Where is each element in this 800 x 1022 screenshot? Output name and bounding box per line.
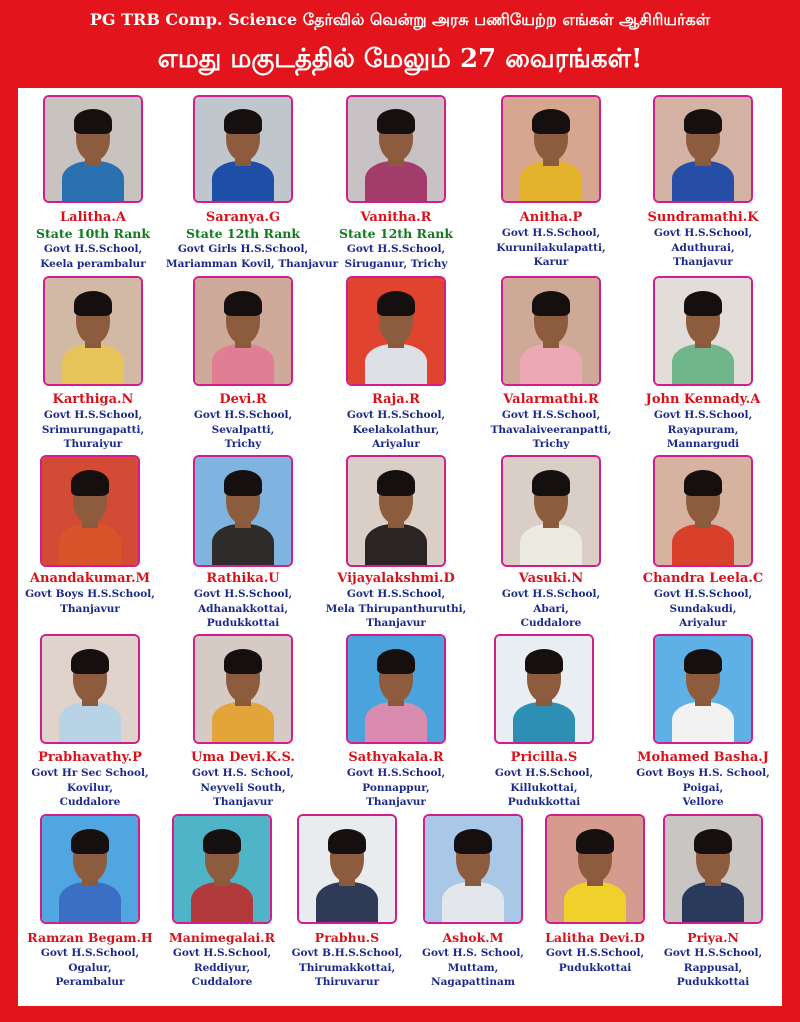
address-line: Killukottai, [510, 781, 578, 794]
address-line: Ariyalur [372, 438, 420, 450]
address-line: Govt H.S. School, [422, 947, 524, 959]
address-line: Poigai, [682, 781, 724, 794]
address-line: Pudukkottai [676, 976, 750, 988]
address-line: Govt Boys H.S. School, [636, 767, 770, 779]
teacher-name: Devi.R [219, 392, 267, 407]
address-line: Govt H.S.School, [346, 588, 446, 600]
address-line: Govt H.S.School, [501, 227, 601, 239]
address-line: Neyveli South, [200, 781, 286, 794]
address-line: Govt H.S.School, [172, 947, 272, 959]
address-line: Govt Girls H.S.School, [177, 243, 309, 255]
address-line: Trichy [224, 438, 262, 450]
address-line: Govt H.S.School, [346, 243, 446, 255]
teacher-name: Prabhavathy.P [38, 750, 142, 765]
teacher-name: Lalitha Devi.D [545, 930, 645, 945]
teacher-rank: State 12th Rank [338, 226, 454, 241]
address-line: Karur [533, 256, 569, 268]
address-line: Reddiyur, [193, 961, 251, 974]
poster-header [0, 0, 800, 88]
address-line: Cuddalore [191, 976, 253, 988]
teacher-name: Rathika.U [206, 571, 280, 586]
header-line-1: PG TRB Comp. Science தேர்வில் வென்று அரசு பணியேற்ற எங்கள் ஆசிரியர்கள் [89, 10, 711, 29]
address-line: Govt H.S.School, [501, 409, 601, 421]
address-line: Govt H.S.School, [663, 947, 763, 959]
teacher-name: Sundramathi.K [647, 210, 759, 225]
address-line: Muttam, [447, 961, 499, 974]
address-line: Govt H.S. School, [192, 767, 294, 779]
address-line: Govt Boys H.S.School, [25, 588, 155, 600]
address-line: Govt H.S.School, [346, 409, 446, 421]
address-line: Thanjavur [673, 256, 733, 268]
address-line: Thanjavur [366, 617, 426, 629]
header-line-2: எமது மகுடத்தில் மேலும் 27 வைரங்கள்! [157, 44, 643, 74]
address-line: Pudukkottai [558, 961, 632, 974]
address-line: Kurunilakulapatti, [496, 241, 606, 254]
address-line: Thirumakkottai, [298, 961, 396, 974]
teacher-name: Sathyakala.R [348, 750, 444, 765]
teacher-name: Vanitha.R [360, 210, 432, 225]
teacher-panel [18, 88, 782, 1006]
teacher-name: Karthiga.N [52, 392, 134, 407]
address-line: Nagapattinam [431, 976, 515, 988]
address-line: Cuddalore [520, 617, 582, 629]
address-line: Sevalpatti, [211, 423, 275, 436]
address-line: Keela perambalur [40, 257, 146, 270]
address-line: Govt H.S.School, [193, 409, 293, 421]
teacher-name: Prabhu.S [314, 930, 380, 945]
address-line: Govt H.S.School, [653, 227, 753, 239]
address-line: Govt H.S.School, [545, 947, 645, 959]
address-line: Mannargudi [666, 438, 740, 450]
address-line: Govt H.S.School, [653, 588, 753, 600]
address-line: Rappusal, [683, 961, 743, 974]
teacher-name: Ashok.M [442, 930, 504, 945]
teacher-name: Saranya.G [205, 210, 281, 225]
teacher-rank: State 10th Rank [35, 226, 151, 241]
address-line: Thavalaiveeranpatti, [490, 423, 612, 436]
address-line: Mela Thirupanthuruthi, [325, 602, 467, 615]
address-line: Perambalur [55, 976, 125, 988]
address-line: Keelakolathur, [352, 423, 440, 436]
address-line: Govt H.S.School, [501, 588, 601, 600]
teacher-name: Anandakumar.M [29, 571, 151, 586]
address-line: Aduthurai, [671, 241, 735, 254]
address-line: Abari, [533, 602, 569, 615]
address-line: Vellore [682, 796, 724, 808]
address-line: Thuraiyur [63, 438, 123, 450]
address-line: Govt H.S.School, [653, 409, 753, 421]
address-line: Govt Hr Sec School, [31, 767, 149, 779]
address-line: Mariamman Kovil, Thanjavur [166, 257, 339, 270]
address-line: Ponnappur, [362, 781, 430, 794]
address-line: Govt H.S.School, [43, 409, 143, 421]
teacher-name: Priya.N [687, 930, 739, 945]
address-line: Thanjavur [60, 602, 120, 615]
address-line: Govt H.S.School, [346, 767, 446, 779]
teacher-name: Chandra Leela.C [642, 571, 764, 586]
address-line: Ogalur, [68, 961, 112, 974]
address-line: Ariyalur [679, 617, 727, 629]
address-line: Govt H.S.School, [193, 588, 293, 600]
address-line: Trichy [532, 438, 570, 450]
address-line: Sundakudi, [669, 602, 737, 615]
teacher-rank: State 12th Rank [185, 226, 301, 241]
address-line: Cuddalore [59, 796, 121, 808]
address-line: Pudukkottai [206, 617, 280, 629]
address-line: Thiruvarur [314, 976, 380, 988]
address-line: Pudukkottai [507, 796, 581, 808]
teacher-name: Anitha.P [519, 210, 583, 225]
address-line: Srimurungapatti, [41, 423, 145, 436]
address-line: Kovilur, [66, 781, 114, 794]
address-line: Govt H.S.School, [40, 947, 140, 959]
address-line: Govt H.S.School, [43, 243, 143, 255]
address-line: Rayapuram, [667, 423, 739, 436]
teacher-name: Lalitha.A [60, 210, 126, 225]
teacher-name: Manimegalai.R [168, 930, 276, 945]
teacher-name: Raja.R [372, 392, 420, 407]
teacher-name: Uma Devi.K.S. [191, 750, 295, 765]
address-line: Siruganur, Trichy [344, 257, 448, 270]
teacher-name: Mohamed Basha.J [637, 750, 769, 765]
address-line: Adhanakkottai, [197, 602, 289, 615]
teacher-name: Valarmathi.R [503, 392, 599, 407]
address-line: Govt H.S.School, [494, 767, 594, 779]
teacher-name: Pricilla.S [510, 750, 578, 765]
teacher-name: John Kennady.A [645, 392, 761, 407]
teacher-name: Vijayalakshmi.D [337, 571, 455, 586]
address-line: Thanjavur [366, 796, 426, 808]
address-line: Govt B.H.S.School, [291, 947, 403, 959]
teacher-name: Vasuki.N [518, 571, 584, 586]
teacher-name: Ramzan Begam.H [27, 930, 153, 945]
address-line: Thanjavur [213, 796, 273, 808]
